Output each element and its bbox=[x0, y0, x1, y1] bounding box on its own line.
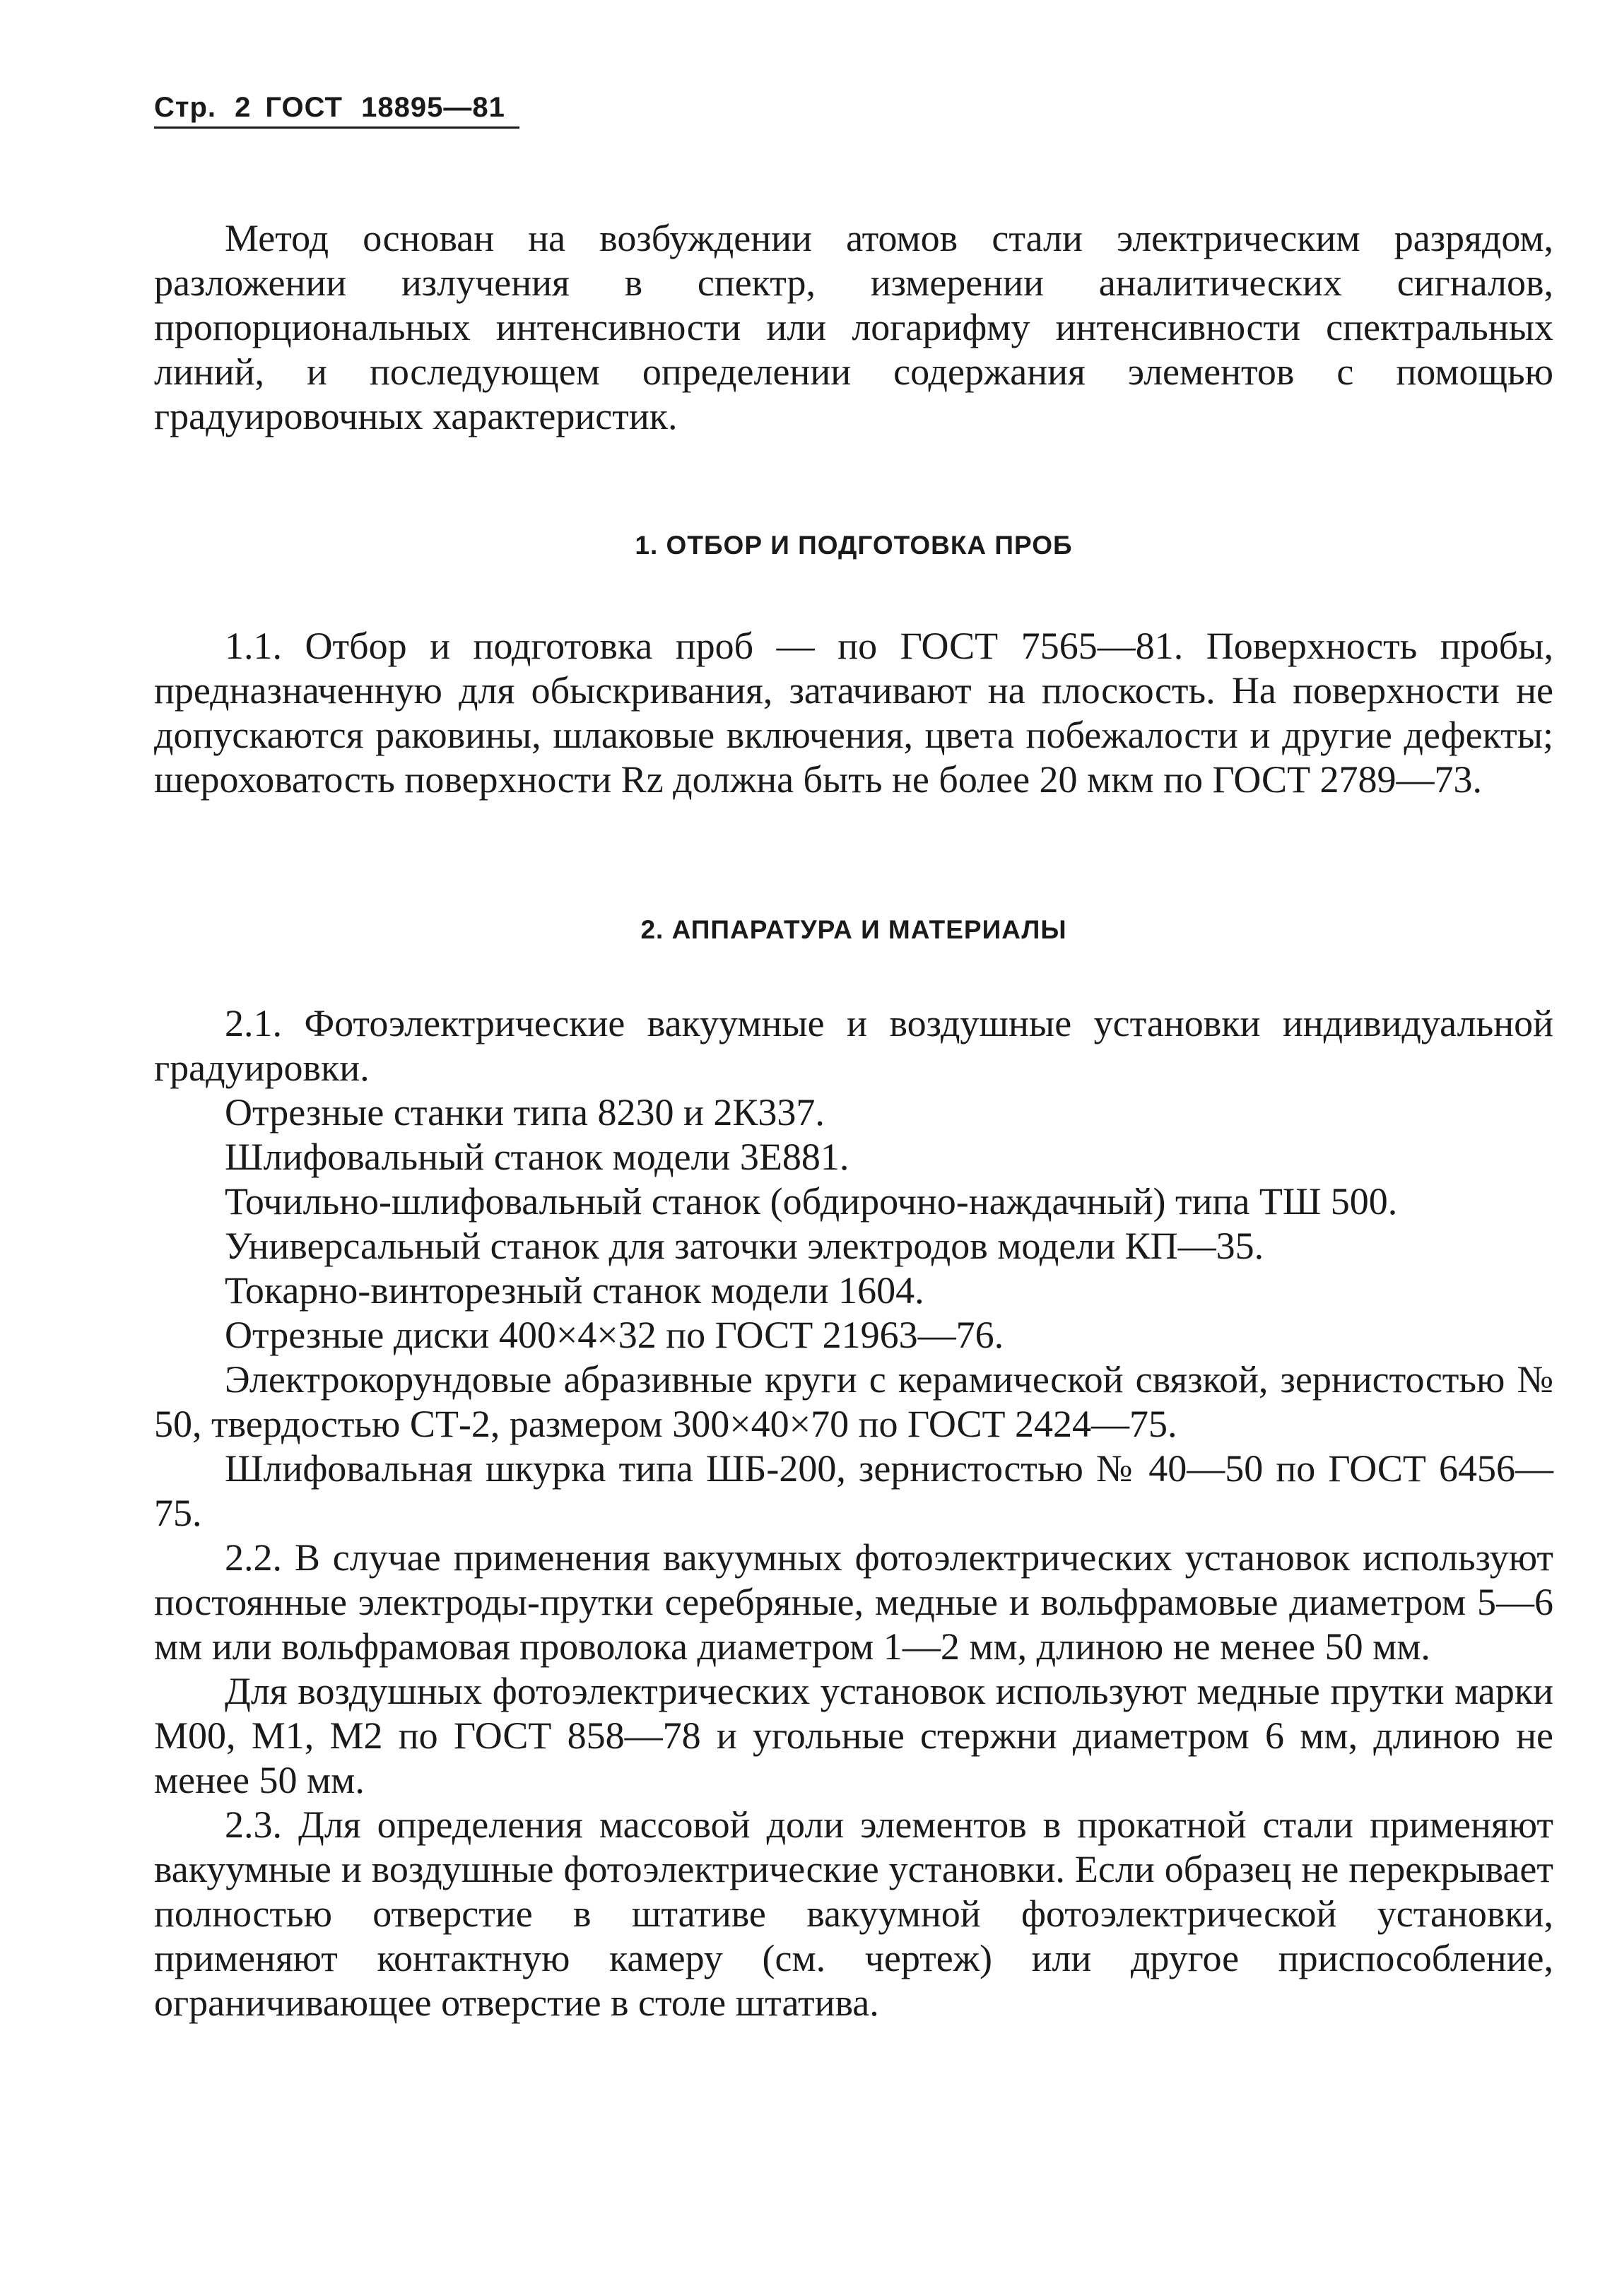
section-1-body bbox=[154, 624, 1553, 802]
intro-paragraph: Метод основан на возбуждении атомов стали электрическим разрядом, разложении излучения в спектр, измерении аналитических сигналов, пропорциональных интенсивности или логарифму интенсивности спектральных линий, и последующем определении содержания элементов с помощью градуировочных характеристик. bbox=[154, 217, 1553, 437]
paragraph-air-installations: Для воздушных фотоэлектрических установок используют медные прутки марки М00, М1, М2 по ГОСТ 858—78 и угольные стержни диаметром 6 мм, длиною не менее 50 мм. bbox=[154, 1670, 1553, 1801]
section-1-title: 1. ОТБОР И ПОДГОТОВКА ПРОБ bbox=[635, 531, 1073, 560]
paragraph-abrasive-wheels: Электрокорундовые абразивные круги с керамической связкой, зернистостью № 50, твердостью СТ-2, размером 300×40×70 по ГОСТ 2424—75. bbox=[154, 1358, 1553, 1445]
paragraph-lathe: Токарно-винторезный станок модели 1604. bbox=[225, 1269, 924, 1312]
page-header bbox=[154, 92, 519, 129]
section-2-title: 2. АППАРАТУРА И МАТЕРИАЛЫ bbox=[640, 915, 1067, 944]
document-page bbox=[154, 92, 1553, 2025]
paragraph-cutting-discs: Отрезные диски 400×4×32 по ГОСТ 21963—76. bbox=[225, 1314, 1004, 1356]
paragraph-2-1: 2.1. Фотоэлектрические вакуумные и воздушные установки индивидуальной градуировки. bbox=[154, 1002, 1553, 1089]
paragraph-1-1: 1.1. Отбор и подготовка проб — по ГОСТ 7565—81. Поверхность пробы, предназначенную для обыскривания, затачивают на плоскость. На поверхности не допускаются раковины, шлаковые включения, цвета побежалости и другие дефекты; шероховатость поверхности Rz должна быть не более 20 мкм по ГОСТ 2789—73. bbox=[154, 625, 1553, 801]
paragraph-universal-machine: Универсальный станок для заточки электродов модели КП—35. bbox=[225, 1225, 1264, 1267]
page-number: Стр. 2 bbox=[154, 92, 252, 123]
paragraph-grinding-machine: Шлифовальный станок модели 3Е881. bbox=[225, 1136, 849, 1178]
paragraph-sharpening-machine: Точильно-шлифовальный станок (обдирочно-наждачный) типа ТШ 500. bbox=[225, 1180, 1398, 1223]
standard-number: ГОСТ 18895—81 bbox=[265, 92, 505, 123]
paragraph-sandpaper: Шлифовальная шкурка типа ШБ-200, зернистостью № 40—50 по ГОСТ 6456—75. bbox=[154, 1447, 1553, 1534]
paragraph-cutting-machines: Отрезные станки типа 8230 и 2К337. bbox=[225, 1091, 825, 1134]
paragraph-2-2: 2.2. В случае применения вакуумных фотоэлектрических установок используют постоянные электроды-прутки серебряные, медные и вольфрамовые диаметром 5—6 мм или вольфрамовая проволока диаметром 1—2 мм, длиною не менее 50 мм. bbox=[154, 1536, 1553, 1668]
paragraph-2-3: 2.3. Для определения массовой доли элементов в прокатной стали применяют вакуумные и воздушные фотоэлектрические установки. Если образец не перекрывает полностью отверстие в штативе вакуумной фотоэлектрической установки, применяют контактную камеру (см. чертеж) или другое приспособление, ограничивающее отверстие в столе штатива. bbox=[154, 1803, 1553, 2024]
section-2-body bbox=[154, 1001, 1553, 2025]
